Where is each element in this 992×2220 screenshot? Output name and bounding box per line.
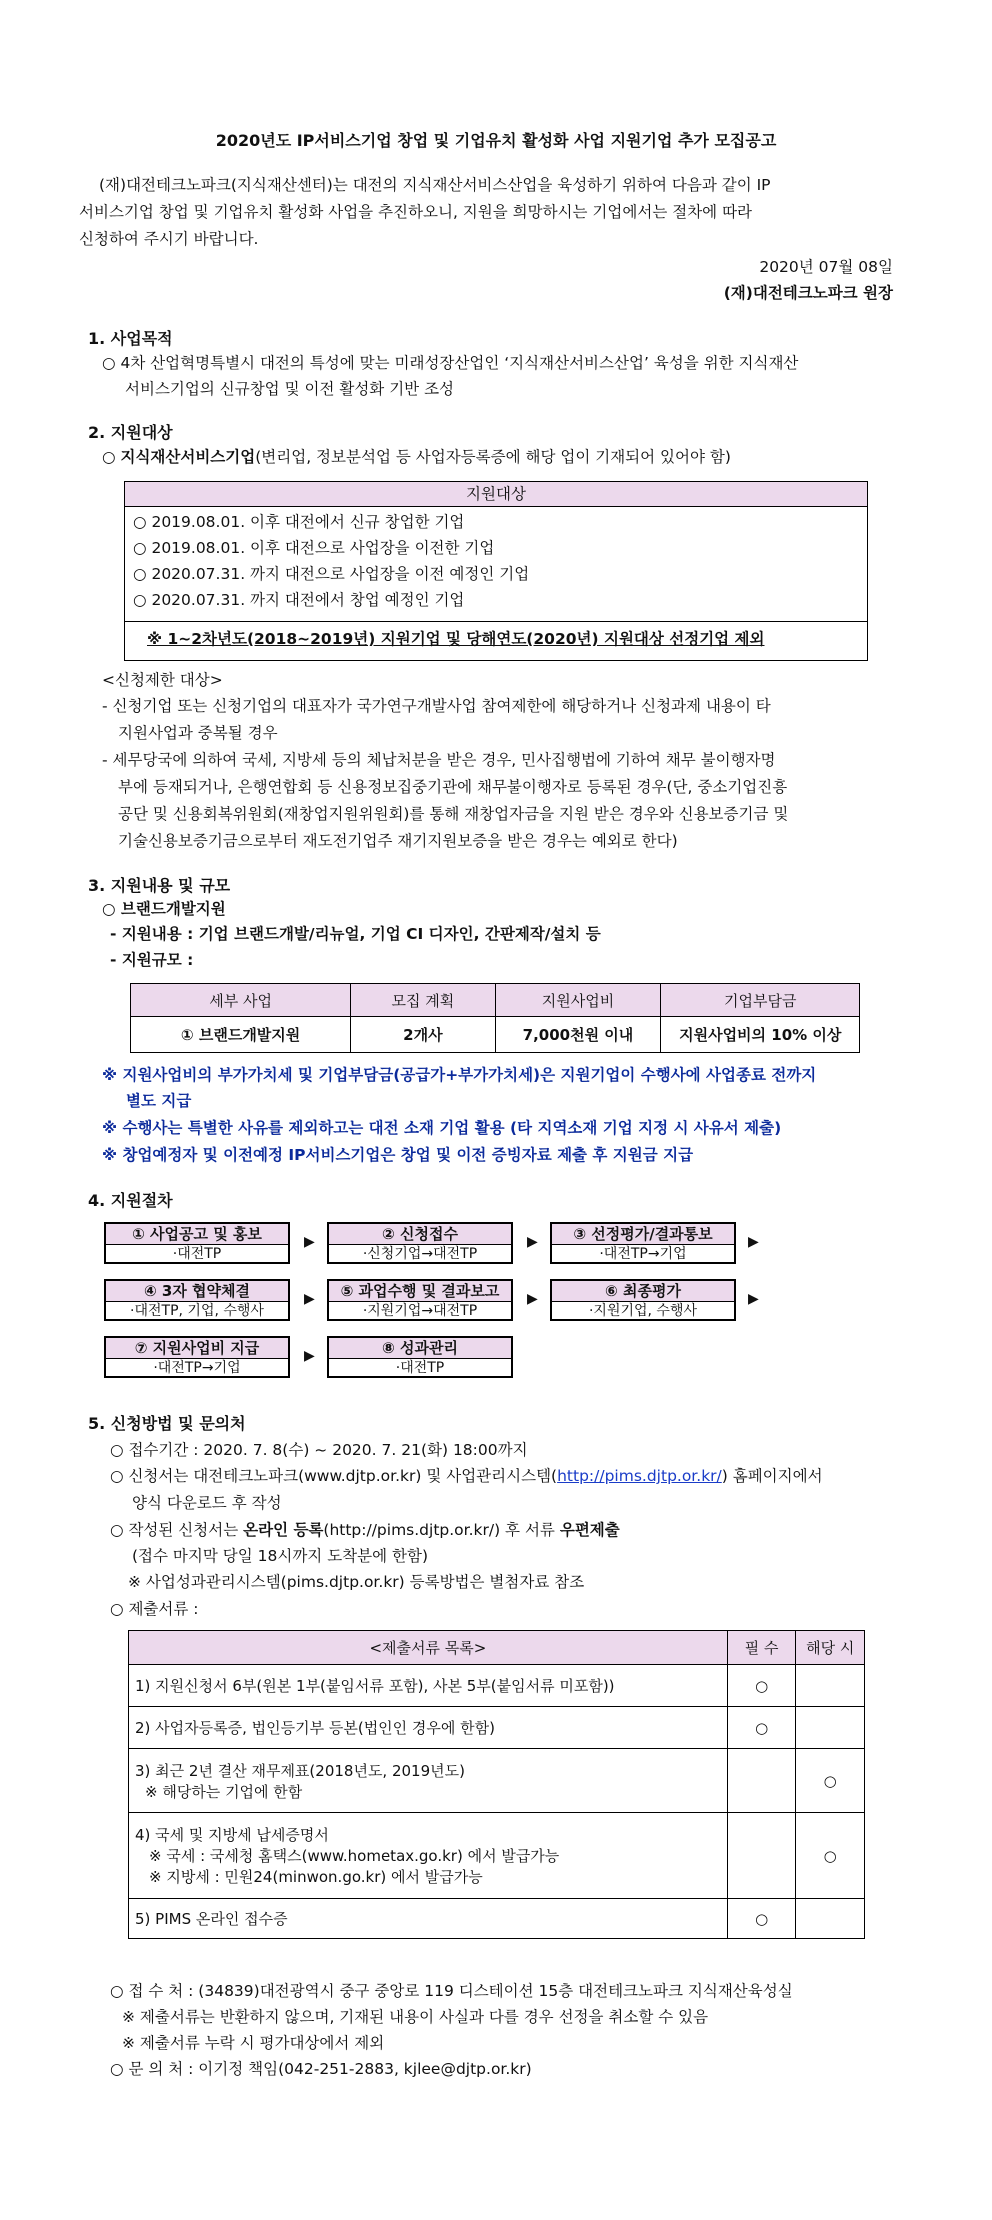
doc-row-3 [129, 1749, 865, 1813]
arrow-1-icon: ▶ [304, 1234, 315, 1250]
doc-row-5 [129, 1899, 865, 1939]
arrow-4-icon: ▶ [304, 1291, 315, 1307]
doc-row-1-line-1: 1) 지원신청서 6부(원본 1부(붙임서류 포함), 사본 5부(붙임서류 미포함)) [135, 1677, 615, 1695]
doc-row-5-line-1: 5) PIMS 온라인 접수증 [135, 1910, 288, 1928]
restriction-line-1: - 신청기업 또는 신청기업의 대표자가 국가연구개발사업 참여제한에 해당하거나 신청과제 내용이 타 [102, 697, 771, 715]
online-text-bold: 온라인 등록 [243, 1521, 324, 1539]
section-4-heading: 4. 지원절차 [88, 1191, 173, 1210]
process-step-3 [550, 1222, 736, 1264]
target-item-1: ○ 2019.08.01. 이후 대전에서 신규 창업한 기업 [133, 513, 465, 531]
target-lead-mark: ○ [102, 448, 116, 466]
restriction-title: <신청제한 대상> [102, 671, 223, 689]
brand-support-title: ○ 브랜드개발지원 [102, 900, 226, 918]
col-header-project: 세부 사업 [131, 984, 351, 1017]
process-step-4-title: ④ 3자 협약체결 [106, 1281, 288, 1302]
doc-row-2-text [129, 1707, 728, 1749]
target-box-header: 지원대상 [125, 482, 867, 507]
doc-header-required: 필 수 [727, 1631, 796, 1665]
process-step-6-title: ⑥ 최종평가 [552, 1281, 734, 1302]
process-step-6-desc: ·지원기업, 수행사 [588, 1303, 698, 1319]
restriction-line-6: 기술신용보증기금으로부터 재도전기업주 재기지원보증을 받은 경우는 예외로 한다) [118, 832, 678, 850]
return-notice: ※ 제출서류는 반환하지 않으며, 기재된 내용이 사실과 다를 경우 선정을 취소할 수 있음 [122, 2008, 709, 2026]
cell-plan: 2개사 [351, 1017, 495, 1053]
contact-info: ○ 문 의 처 : 이기정 책임(042-251-2883, kjlee@djtp.or.kr) [110, 2060, 532, 2078]
form-download-line-2: 양식 다운로드 후 작성 [132, 1494, 282, 1512]
doc-row-4-line-1: 4) 국세 및 지방세 납세증명서 [135, 1826, 329, 1844]
doc-row-3-text [129, 1749, 728, 1813]
process-step-5 [327, 1279, 513, 1321]
application-period: ○ 접수기간 : 2020. 7. 8(수) ~ 2020. 7. 21(화) 18:00까지 [110, 1441, 528, 1459]
process-step-7 [104, 1336, 290, 1378]
doc-row-1 [129, 1665, 865, 1707]
target-lead-rest: (변리업, 정보분석업 등 사업자등록증에 해당 업이 기재되어 있어야 함) [255, 448, 731, 466]
doc-row-1-text [129, 1665, 728, 1707]
doc-row-5-text [129, 1899, 728, 1939]
omission-notice: ※ 제출서류 누락 시 평가대상에서 제외 [122, 2034, 385, 2052]
arrow-6-icon: ▶ [748, 1291, 759, 1307]
doc-header-list: <제출서류 목록> [129, 1631, 728, 1665]
submission-address: ○ 접 수 처 : (34839)대전광역시 중구 중앙로 119 디스테이션 15층 대전테크노파크 지식재산육성실 [110, 1982, 793, 2000]
process-step-2-desc: ·신청기업→대전TP [362, 1246, 478, 1262]
document-title: 2020년도 IP서비스기업 창업 및 기업유치 활성화 사업 지원기업 추가 모집공고 [215, 131, 777, 150]
doc-row-3-required [727, 1749, 796, 1813]
note-evidence: ※ 창업예정자 및 이전예정 IP서비스기업은 창업 및 이전 증빙자료 제출 후 지원금 지급 [102, 1146, 694, 1164]
col-header-share: 기업부담금 [661, 984, 860, 1017]
form-download-line [110, 1467, 823, 1486]
support-scale: - 지원규모 : [110, 951, 194, 969]
doc-row-1-optional [796, 1665, 865, 1707]
cell-budget: 7,000천원 이내 [495, 1017, 661, 1053]
section-1-heading: 1. 사업목적 [88, 329, 173, 348]
section-1-line-1: ○ 4차 산업혁명특별시 대전의 특성에 맞는 미래성장산업인 ‘지식재산서비스산업’ 육성을 위한 지식재산 [102, 354, 799, 372]
note-vat-1: ※ 지원사업비의 부가가치세 및 기업부담금(공급가+부가가치세)은 지원기업이 수행사에 사업종료 전까지 [102, 1066, 817, 1084]
issue-date: 2020년 07월 08일 [759, 258, 893, 276]
process-step-6 [550, 1279, 736, 1321]
online-deadline-note: (접수 마지막 당일 18시까지 도착분에 한함) [132, 1547, 429, 1565]
doc-row-3-line-1: 3) 최근 2년 결산 재무제표(2018년도, 2019년도) [135, 1761, 465, 1780]
documents-table [128, 1630, 865, 1939]
form-download-text-b: ) 홈페이지에서 [721, 1467, 823, 1485]
process-step-1-title: ① 사업공고 및 홍보 [106, 1224, 288, 1245]
target-box [124, 481, 868, 661]
target-item-4: ○ 2020.07.31. 까지 대전에서 창업 예정인 기업 [133, 591, 465, 609]
doc-row-4-required [727, 1813, 796, 1899]
doc-row-5-optional [796, 1899, 865, 1939]
target-lead [102, 448, 731, 467]
note-vendor: ※ 수행사는 특별한 사유를 제외하고는 대전 소재 기업 활용 (타 지역소재 기업 지정 시 사유서 제출) [102, 1119, 782, 1137]
doc-row-3-line-2: ※ 해당하는 기업에 한함 [145, 1782, 303, 1801]
process-step-8-title: ⑧ 성과관리 [329, 1338, 511, 1359]
intro-line-3: 신청하여 주시기 바랍니다. [79, 230, 259, 248]
doc-row-4-optional: ○ [796, 1813, 865, 1899]
documents-label: ○ 제출서류 : [110, 1600, 199, 1618]
col-header-plan: 모집 계획 [351, 984, 495, 1017]
online-text-mail: 우편제출 [559, 1521, 620, 1539]
arrow-7-icon: ▶ [304, 1348, 315, 1364]
section-1-line-2: 서비스기업의 신규창업 및 이전 활성화 기반 조성 [125, 380, 455, 398]
intro-line-2: 서비스기업 창업 및 기업유치 활성화 사업을 추진하오니, 지원을 희망하시는 기업에서는 절차에 따라 [79, 203, 753, 221]
note-vat-2: 별도 지급 [126, 1092, 192, 1110]
cell-share: 지원사업비의 10% 이상 [661, 1017, 860, 1053]
online-text-a: ○ 작성된 신청서는 [110, 1521, 244, 1539]
doc-row-5-required: ○ [727, 1899, 796, 1939]
target-lead-bold: 지식재산서비스기업 [120, 448, 256, 466]
process-step-2-title: ② 신청접수 [329, 1224, 511, 1245]
target-item-2: ○ 2019.08.01. 이후 대전으로 사업장을 이전한 기업 [133, 539, 495, 557]
process-step-1 [104, 1222, 290, 1264]
process-step-4-desc: ·대전TP, 기업, 수행사 [130, 1303, 264, 1319]
doc-row-4 [129, 1813, 865, 1899]
doc-row-2-required: ○ [727, 1707, 796, 1749]
col-header-budget: 지원사업비 [495, 984, 661, 1017]
target-box-divider [125, 621, 867, 622]
restriction-line-2: 지원사업과 중복될 경우 [118, 724, 278, 742]
doc-row-3-optional: ○ [796, 1749, 865, 1813]
form-download-text-a: ○ 신청서는 대전테크노파크(www.djtp.or.kr) 및 사업관리시스템( [110, 1467, 558, 1485]
process-step-8-desc: ·대전TP [395, 1360, 445, 1376]
doc-row-4-line-3: ※ 지방세 : 민원24(minwon.go.kr) 에서 발급가능 [149, 1868, 483, 1886]
process-step-3-title: ③ 선정평가/결과통보 [552, 1224, 734, 1245]
target-item-3: ○ 2020.07.31. 까지 대전으로 사업장을 이전 예정인 기업 [133, 565, 530, 583]
doc-row-4-line-2: ※ 국세 : 국세청 홈택스(www.hometax.go.kr) 에서 발급가능 [149, 1847, 560, 1865]
process-step-4 [104, 1279, 290, 1321]
doc-row-2-optional [796, 1707, 865, 1749]
arrow-2-icon: ▶ [527, 1234, 538, 1250]
target-exclusion-note: ※ 1~2차년도(2018~2019년) 지원기업 및 당해연도(2020년) 지원대상 선정기업 제외 [147, 630, 765, 648]
section-3-heading: 3. 지원내용 및 규모 [88, 876, 231, 895]
online-text-c: (http://pims.djtp.or.kr/) 후 서류 [323, 1521, 560, 1539]
process-step-5-desc: ·지원기업→대전TP [362, 1303, 478, 1319]
process-step-8 [327, 1336, 513, 1378]
process-step-7-desc: ·대전TP→기업 [153, 1360, 241, 1376]
doc-row-4-text [129, 1813, 728, 1899]
pims-link[interactable]: http://pims.djtp.or.kr/ [557, 1467, 722, 1485]
process-step-5-title: ⑤ 과업수행 및 결과보고 [329, 1281, 511, 1302]
process-step-1-desc: ·대전TP [172, 1246, 222, 1262]
section-5-heading: 5. 신청방법 및 문의처 [88, 1414, 246, 1433]
restriction-line-3: - 세무당국에 의하여 국세, 지방세 등의 체납처분을 받은 경우, 민사집행법에 기하여 채무 불이행자명 [102, 751, 776, 769]
restriction-line-4: 부에 등재되거나, 은행연합회 등 신용정보집중기관에 채무불이행자로 등록된 경우(단, 중소기업진흥 [118, 778, 788, 796]
doc-header-optional: 해당 시 [796, 1631, 865, 1665]
process-step-3-desc: ·대전TP→기업 [599, 1246, 687, 1262]
section-2-heading: 2. 지원대상 [88, 423, 173, 442]
doc-row-2 [129, 1707, 865, 1749]
online-registration-line [110, 1521, 620, 1540]
arrow-3-icon: ▶ [748, 1234, 759, 1250]
issuer-name: (재)대전테크노파크 원장 [723, 284, 893, 302]
arrow-5-icon: ▶ [527, 1291, 538, 1307]
cell-project: ① 브랜드개발지원 [131, 1017, 351, 1053]
restriction-line-5: 공단 및 신용회복위원회(재창업지원위원회)를 통해 재창업자금을 지원 받은 경우와 신용보증기금 및 [118, 805, 789, 823]
doc-row-1-required: ○ [727, 1665, 796, 1707]
process-step-2 [327, 1222, 513, 1264]
doc-row-2-line-1: 2) 사업자등록증, 법인등기부 등본(법인인 경우에 한함) [135, 1719, 496, 1737]
intro-line-1: (재)대전테크노파크(지식재산센터)는 대전의 지식재산서비스산업을 육성하기 위하여 다음과 같이 IP [99, 176, 771, 194]
process-step-7-title: ⑦ 지원사업비 지급 [106, 1338, 288, 1359]
pims-guide-note: ※ 사업성과관리시스템(pims.djtp.or.kr) 등록방법은 별첨자료 참조 [128, 1573, 585, 1591]
support-scale-table [130, 983, 860, 1053]
support-content: - 지원내용 : 기업 브랜드개발/리뉴얼, 기업 CI 디자인, 간판제작/설치 등 [110, 925, 601, 943]
